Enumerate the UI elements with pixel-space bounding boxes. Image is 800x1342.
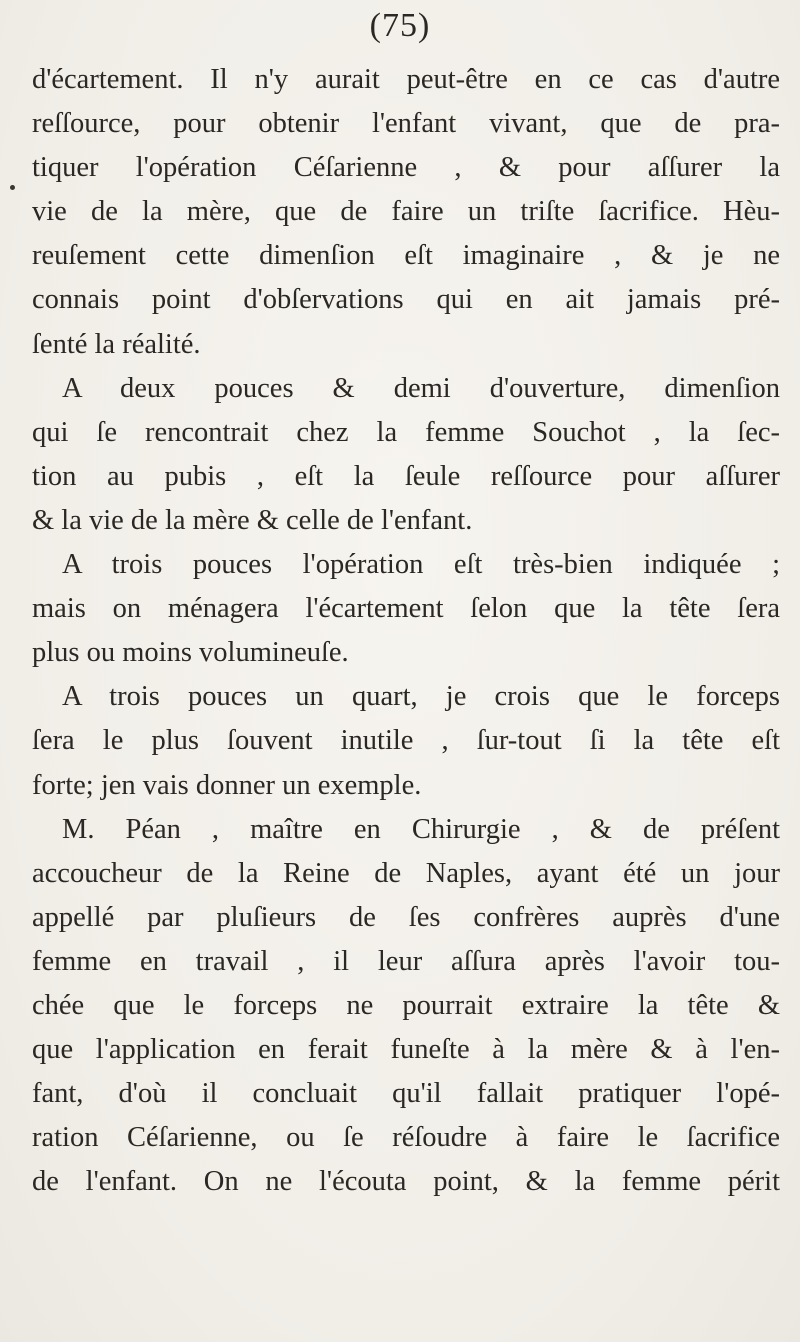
text-line: que l'application en ferait funeſte à la mère & à l'en- [32,1034,780,1066]
text-line: A trois pouces l'opération eſt très-bien indiquée ; [62,549,780,581]
body-text [32,58,780,1204]
text-line: de l'enfant. On ne l'écouta point, & la femme périt [32,1166,780,1198]
text-line: plus ou moins volumineuſe. [32,637,349,669]
text-line: mais on ménagera l'écartement ſelon que la tête ſera [32,593,780,625]
text-line: A deux pouces & demi d'ouverture, dimenſion [62,372,780,404]
text-line: fant, d'où il concluait qu'il fallait pratiquer l'opé- [32,1078,780,1110]
text-line: A trois pouces un quart, je crois que le forceps [62,681,780,713]
text-line: tion au pubis , eſt la ſeule reſſource pour aſſurer [32,460,780,492]
text-line: tiquer l'opération Céſarienne , & pour aſſurer la [32,152,780,184]
margin-dot [10,185,15,190]
text-line: reuſement cette dimenſion eſt imaginaire , & je ne [32,240,780,272]
text-line: appellé par pluſieurs de ſes confrères auprès d'une [32,901,780,933]
text-line: d'écartement. Il n'y aurait peut-être en ce cas d'autre [32,64,780,95]
page-number: (75) [369,7,431,44]
text-line: ſera le plus ſouvent inutile , ſur-tout ſi la tête eſt [32,725,780,757]
text-line: & la vie de la mère & celle de l'enfant. [32,504,473,536]
text-line: ration Céſarienne, ou ſe réſoudre à faire le ſacrifice [32,1122,780,1154]
text-line: ſenté la réalité. [32,328,201,360]
text-line: accoucheur de la Reine de Naples, ayant été un jour [32,857,780,889]
text-line: connais point d'obſervations qui en ait jamais pré- [32,284,780,316]
text-line: qui ſe rencontrait chez la femme Souchot , la ſec- [32,416,780,448]
text-line: M. Péan , maître en Chirurgie , & de préſent [62,813,780,845]
text-line: chée que le forceps ne pourrait extraire la tête & [32,989,780,1021]
text-line: reſſource, pour obtenir l'enfant vivant, que de pra- [32,108,780,140]
text-line: forte; jen vais donner un exemple. [32,769,422,801]
text-line: vie de la mère, que de faire un triſte ſacrifice. Hèu- [32,196,780,228]
text-line: femme en travail , il leur aſſura après l'avoir tou- [32,945,780,977]
